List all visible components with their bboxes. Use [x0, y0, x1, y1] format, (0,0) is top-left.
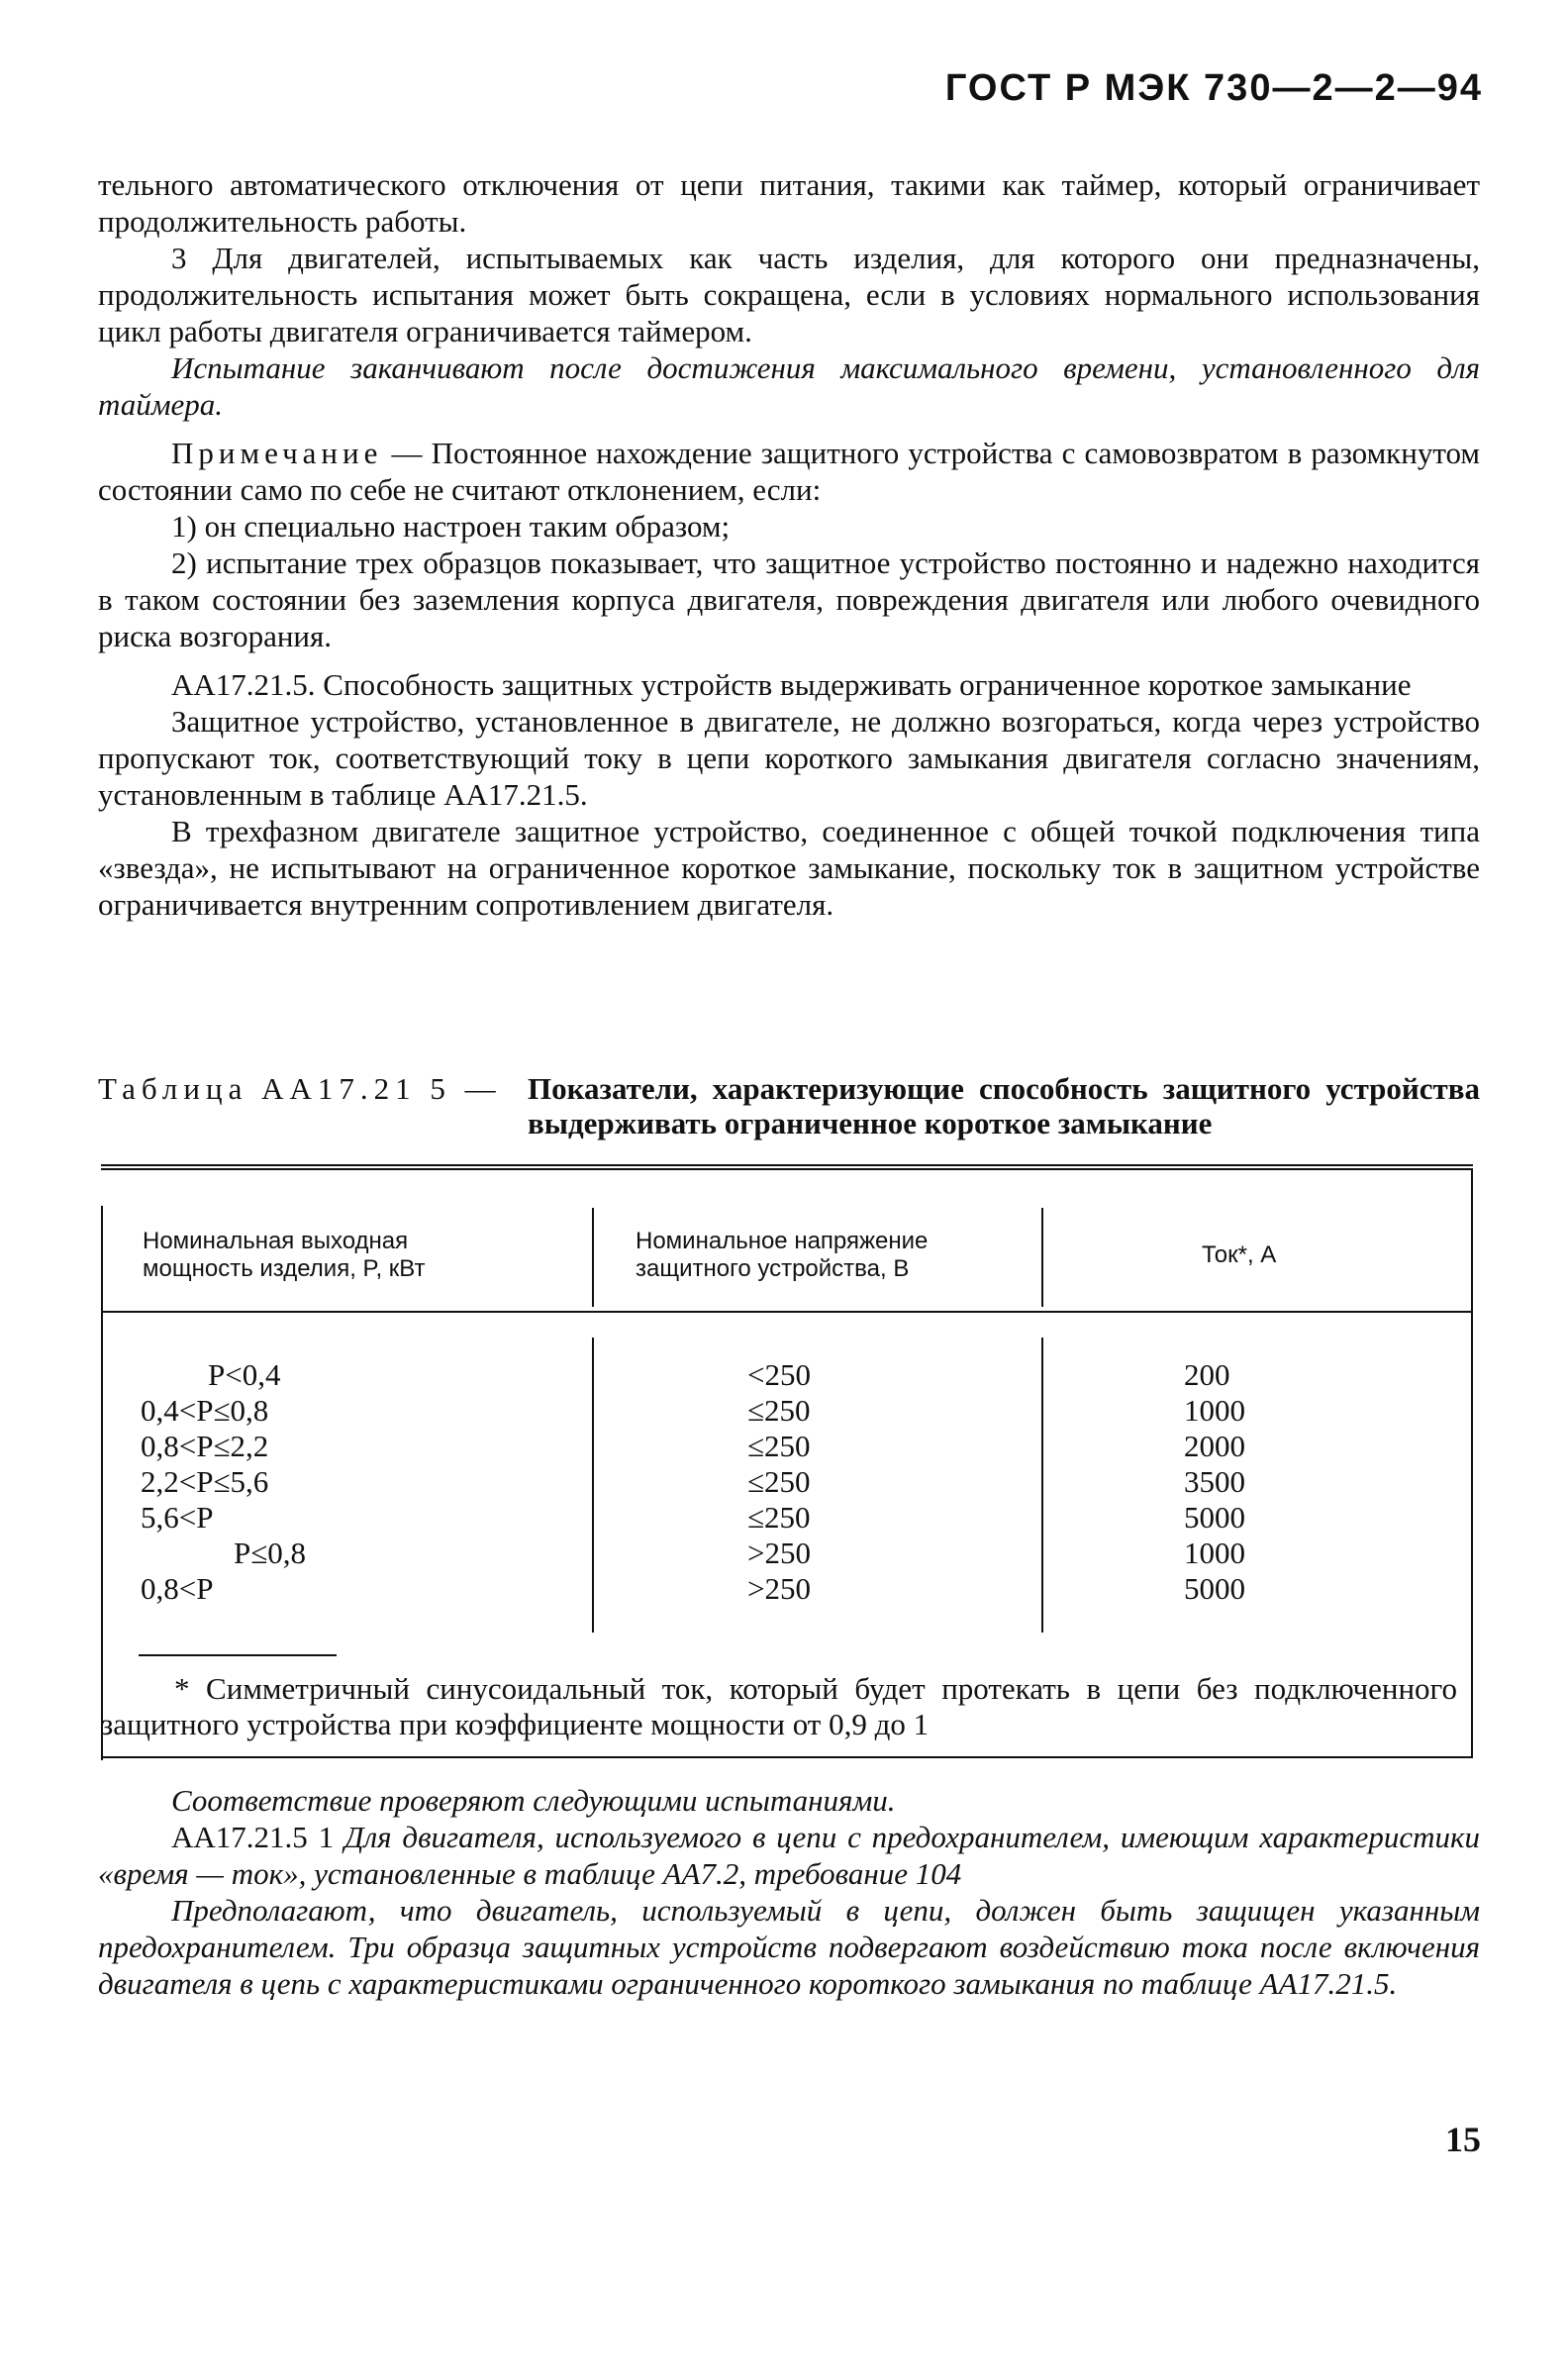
note-item-2: 2) испытание трех образцов показывает, что защитное устройство постоянно и надежно находится в таком состоянии без заземления корпуса двигателя, повреждения двигателя или любого очевидного риска возгорания. [98, 545, 1480, 653]
cell-current: 1000 [1184, 1393, 1245, 1428]
header-current: Ток*, А [1202, 1241, 1277, 1268]
cell-voltage: ≤250 [747, 1393, 811, 1428]
note-text: — Постоянное нахождение защитного устройства с самовозвратом в разомкнутом состоянии само по себе не считают отклонением, если: [98, 436, 1480, 507]
header-power-line1: Номинальная выходная [143, 1228, 409, 1254]
paragraph-compliance: Соответствие проверяют следующими испытаниями. [171, 1783, 896, 1818]
header-voltage [636, 1228, 928, 1283]
cell-power: 0,4<P≤0,8 [141, 1393, 269, 1428]
cell-power: 0,8<P [141, 1571, 214, 1606]
table-label: Таблица АА17.21 5 — [98, 1071, 502, 1106]
cell-current: 1000 [1184, 1536, 1245, 1570]
cell-voltage: ≤250 [747, 1500, 811, 1535]
table-right-border [1471, 1168, 1473, 1756]
data-table [101, 1164, 1473, 1760]
note-label: Примечание [171, 436, 383, 470]
col-divider-1-body [592, 1338, 594, 1633]
text-after-table [98, 1782, 1480, 2002]
cell-power: P≤0,8 [234, 1536, 307, 1570]
cell-voltage: ≤250 [747, 1464, 811, 1499]
footnote-text: * Симметричный синусоидальный ток, который будет протекать в цепи без подключенного защитного устройства при коэффициенте мощности от 0,9 до 1 [101, 1671, 1457, 1741]
clause-text: Для двигателя, используемого в цепи с предохранителем, имеющим характеристики «время — ток», установленные в таблице АА7.2, требование 104 [98, 1820, 1480, 1891]
col-divider-1-header [592, 1208, 594, 1307]
document-header: ГОСТ Р МЭК 730—2—2—94 [944, 67, 1483, 109]
paragraph-three-phase: В трехфазном двигателе защитное устройство, соединенное с общей точкой подключения типа «звезда», не испытывают на ограниченное короткое замыкание, поскольку ток в защитном устройстве ограничивается внутренним сопротивлением двигателя. [98, 814, 1480, 922]
clause-number: АА17.21.5 1 [171, 1820, 335, 1854]
table-footnote [101, 1671, 1457, 1742]
col-divider-2-header [1041, 1208, 1043, 1307]
cell-power: 0,8<P≤2,2 [141, 1429, 269, 1463]
cell-power: 2,2<P≤5,6 [141, 1464, 269, 1499]
table-header-rule [101, 1311, 1473, 1313]
column-current [1184, 1357, 1245, 1607]
paragraph-assumption: Предполагают, что двигатель, используемый в цепи, должен быть защищен указанным предохранителем. Три образца защитных устройств подвергают воздействию тока после включения двигателя в цепь с характеристиками ограниченного короткого замыкания по таблице АА17.21.5. [98, 1893, 1480, 2001]
note-item-1: 1) он специально настроен таким образом; [171, 509, 731, 544]
paragraph-continuation: тельного автоматического отключения от цепи питания, такими как таймер, который ограничивает продолжительность работы. [98, 167, 1480, 239]
footnote-rule [139, 1654, 337, 1656]
cell-current: 3500 [1184, 1464, 1245, 1499]
header-power [143, 1228, 426, 1283]
table-top-rule [101, 1164, 1473, 1166]
cell-voltage: >250 [747, 1536, 811, 1570]
cell-current: 5000 [1184, 1571, 1245, 1606]
page-number: 15 [1445, 2120, 1481, 2159]
cell-current: 5000 [1184, 1500, 1245, 1535]
header-power-line2: мощность изделия, P, кВт [143, 1255, 426, 1282]
col-divider-2-body [1041, 1338, 1043, 1633]
cell-current: 2000 [1184, 1429, 1245, 1463]
paragraph-test-end: Испытание заканчивают после достижения максимального времени, установленного для таймера. [98, 350, 1480, 422]
table-top-rule-2 [101, 1168, 1473, 1170]
column-power [141, 1357, 306, 1607]
paragraph-aa17-21-5-1 [98, 1819, 1480, 1892]
cell-power: 5,6<P [141, 1500, 214, 1535]
cell-power: P<0,4 [208, 1357, 281, 1392]
section-heading-aa17-21-5: АА17.21.5. Способность защитных устройств выдерживать ограниченное короткое замыкание [171, 667, 1412, 702]
table-title: Показатели, характеризующие способность защитного устройства выдерживать ограниченное короткое замыкание [528, 1071, 1480, 1140]
paragraph-note [98, 435, 1480, 508]
column-voltage [747, 1357, 811, 1607]
paragraph-note-3: 3 Для двигателей, испытываемых как часть изделия, для которого они предназначены, продолжительность испытания может быть сокращена, если в условиях нормального использования цикл работы двигателя ограничивается таймером. [98, 241, 1480, 348]
table-bottom-rule [101, 1756, 1473, 1758]
paragraph-requirement: Защитное устройство, установленное в двигателе, не должно возгораться, когда через устройство пропускают ток, соответствующий току в цепи короткого замыкания двигателя согласно значениям, установленным в таблице АА17.21.5. [98, 704, 1480, 812]
cell-voltage: <250 [747, 1357, 811, 1392]
body-text [98, 166, 1480, 923]
cell-voltage: ≤250 [747, 1429, 811, 1463]
header-voltage-line2: защитного устройства, В [636, 1255, 910, 1282]
header-voltage-line1: Номинальное напряжение [636, 1228, 929, 1254]
cell-voltage: >250 [747, 1571, 811, 1606]
cell-current: 200 [1184, 1357, 1230, 1392]
